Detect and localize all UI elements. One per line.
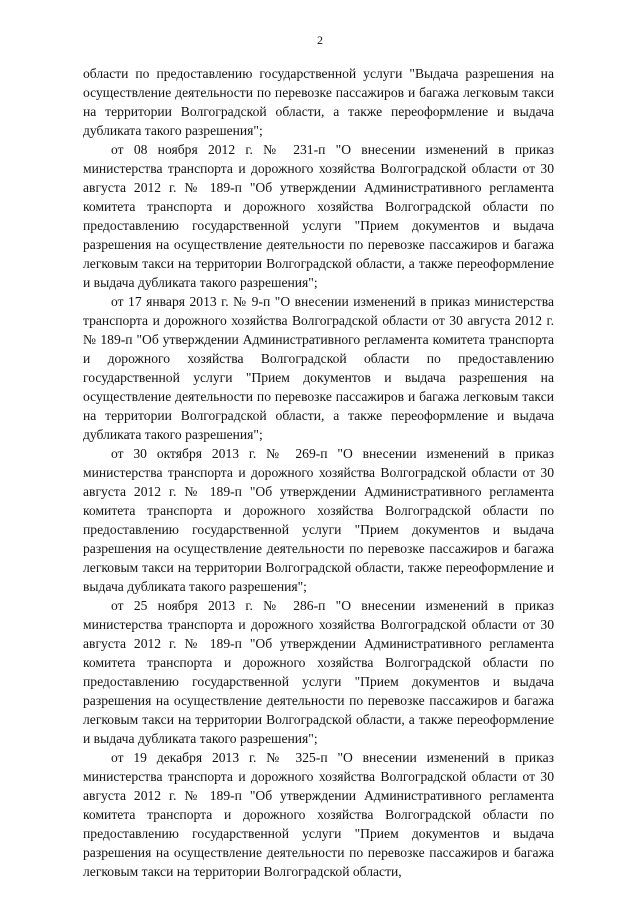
paragraph-order-9: от 17 января 2013 г. № 9-п "О внесении изменений в приказ министерства транспорта и дорожного хозяйства Волгоградской области от 30 августа 2012 г. № 189-п "Об утверждении Административного регламента комитета транспорта и дорожного хозяйства Волгоградской области по предоставлению государственной услуги "Прием документов и выдача разрешения на осуществление деятельности по перевозке пассажиров и багажа легковым такси на территории Волгоградской области, а также переоформление и выдача дубликата такого разрешения"; — [83, 294, 554, 442]
paragraph-order-269: от 30 октября 2013 г. № 269-п "О внесении изменений в приказ министерства транспорта и дорожного хозяйства Волгоградской области от 30 августа 2012 г. № 189-п "Об утверждении Административного регламента комитета транспорта и дорожного хозяйства Волгоградской области по предоставлению государственной услуги "Прием документов и выдача разрешения на осуществление деятельности по перевозке пассажиров и багажа легковым такси на территории Волгоградской области, также переоформление и выдача дубликата такого разрешения"; — [83, 446, 554, 594]
document-body — [83, 64, 554, 881]
paragraph-order-231: от 08 ноября 2012 г. № 231-п "О внесении изменений в приказ министерства транспорта и дорожного хозяйства Волгоградской области от 30 августа 2012 г. № 189-п "Об утверждении Административного регламента комитета транспорта и дорожного хозяйства Волгоградской области по предоставлению государственной услуги "Прием документов и выдача разрешения на осуществление деятельности по перевозке пассажиров и багажа легковым такси на территории Волгоградской области, а также переоформление и выдача дубликата такого разрешения"; — [83, 142, 554, 290]
paragraph-order-325: от 19 декабря 2013 г. № 325-п "О внесении изменений в приказ министерства транспорта и дорожного хозяйства Волгоградской области от 30 августа 2012 г. № 189-п "Об утверждении Административного регламента комитета транспорта и дорожного хозяйства Волгоградской области по предоставлению государственной услуги "Прием документов и выдача разрешения на осуществление деятельности по перевозке пассажиров и багажа легковым такси на территории Волгоградской области, — [83, 750, 554, 879]
paragraph-order-286: от 25 ноября 2013 г. № 286-п "О внесении изменений в приказ министерства транспорта и дорожного хозяйства Волгоградской области от 30 августа 2012 г. № 189-п "Об утверждении Административного регламента комитета транспорта и дорожного хозяйства Волгоградской области по предоставлению государственной услуги "Прием документов и выдача разрешения на осуществление деятельности по перевозке пассажиров и багажа легковым такси на территории Волгоградской области, а также переоформление и выдача дубликата такого разрешения"; — [83, 598, 554, 746]
paragraph-continuation: области по предоставлению государственной услуги "Выдача разрешения на осуществление деятельности по перевозке пассажиров и багажа легковым такси на территории Волгоградской области, а также переоформление и выдача дубликата такого разрешения"; — [83, 66, 554, 138]
page-number: 2 — [317, 33, 323, 47]
